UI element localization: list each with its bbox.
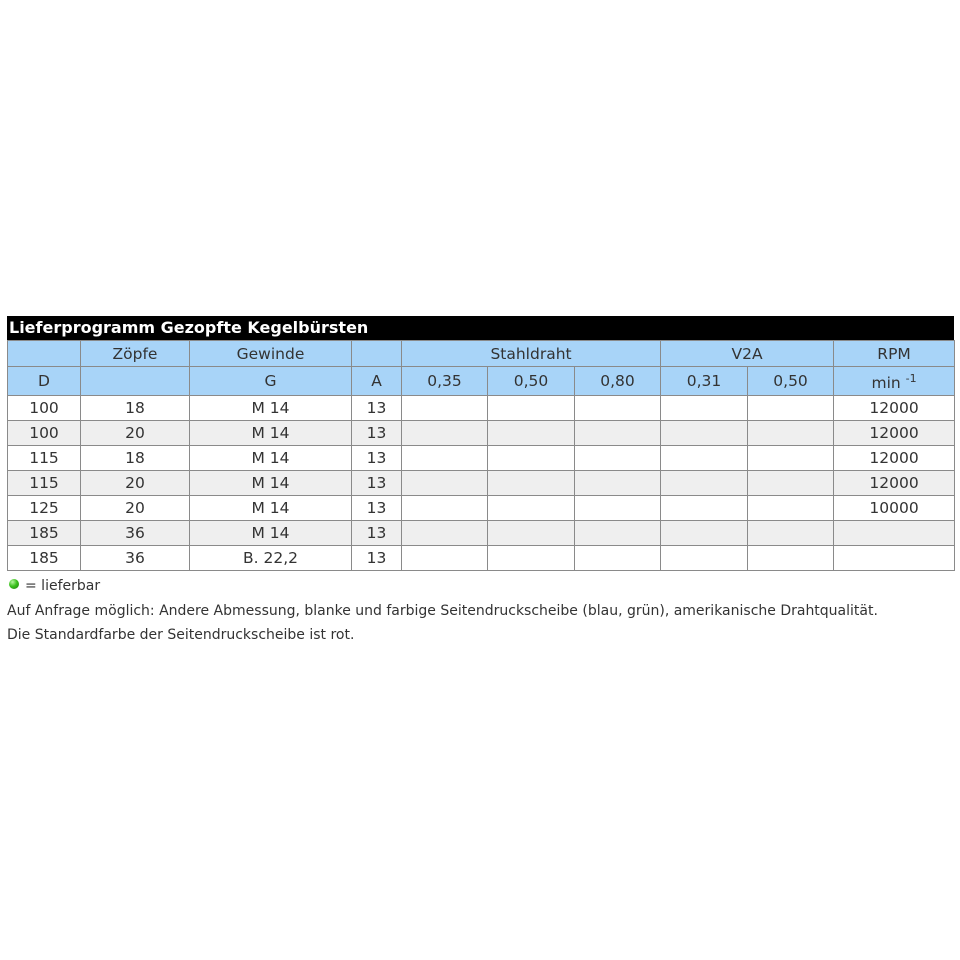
- cell-rpm: [834, 546, 955, 571]
- cell-v2a-050: [748, 471, 834, 496]
- cell-zoepfe: 18: [81, 396, 190, 421]
- note-line-2: Die Standardfarbe der Seitendruckscheibe ist rot.: [7, 627, 355, 643]
- header-row-groups: [8, 341, 955, 367]
- header-row-units: [8, 367, 955, 396]
- header-stahl-050: 0,50: [488, 367, 575, 396]
- cell-v2a-031: [661, 421, 748, 446]
- cell-stahl-080: [575, 421, 661, 446]
- table-row: [8, 446, 955, 471]
- note-line-1: Auf Anfrage möglich: Andere Abmessung, blanke und farbige Seitendruckscheibe (blau, grün), amerikanische Drahtqualität.: [7, 602, 878, 619]
- header-a: A: [352, 367, 402, 396]
- cell-rpm: 12000: [834, 446, 955, 471]
- cell-d: 115: [8, 471, 81, 496]
- cell-a: 13: [352, 446, 402, 471]
- cell-a: 13: [352, 496, 402, 521]
- header-a-blank: [352, 341, 402, 367]
- header-stahl-080: 0,80: [575, 367, 661, 396]
- table-row: [8, 521, 955, 546]
- header-zoepfe-blank: [81, 367, 190, 396]
- cell-d: 185: [8, 521, 81, 546]
- cell-stahl-080: [575, 546, 661, 571]
- cell-stahl-080: [575, 396, 661, 421]
- cell-zoepfe: 18: [81, 446, 190, 471]
- cell-stahl-035: [402, 396, 488, 421]
- cell-stahl-035: [402, 521, 488, 546]
- cell-v2a-050: [748, 521, 834, 546]
- cell-v2a-050: [748, 421, 834, 446]
- cell-stahl-035: [402, 546, 488, 571]
- cell-stahl-050: [488, 521, 575, 546]
- table-row: [8, 396, 955, 421]
- cell-d: 125: [8, 496, 81, 521]
- legend: [7, 574, 954, 599]
- header-v2a-031: 0,31: [661, 367, 748, 396]
- cell-stahl-035: [402, 471, 488, 496]
- cell-v2a-050: [748, 546, 834, 571]
- cell-gewinde: M 14: [190, 471, 352, 496]
- cell-rpm: 12000: [834, 471, 955, 496]
- cell-d: 100: [8, 421, 81, 446]
- cell-a: 13: [352, 521, 402, 546]
- cell-gewinde: M 14: [190, 446, 352, 471]
- cell-stahl-035: [402, 421, 488, 446]
- cell-a: 13: [352, 471, 402, 496]
- header-rpm: RPM: [834, 341, 955, 367]
- cell-d: 185: [8, 546, 81, 571]
- rpm-unit-label: min: [871, 374, 901, 392]
- table-row: [8, 546, 955, 571]
- header-gewinde: Gewinde: [190, 341, 352, 367]
- cell-v2a-050: [748, 496, 834, 521]
- table-body: [8, 396, 955, 571]
- cell-a: 13: [352, 421, 402, 446]
- header-g: G: [190, 367, 352, 396]
- cell-gewinde: B. 22,2: [190, 546, 352, 571]
- cell-stahl-080: [575, 471, 661, 496]
- header-stahl-035: 0,35: [402, 367, 488, 396]
- cell-stahl-050: [488, 396, 575, 421]
- cell-stahl-050: [488, 446, 575, 471]
- cell-stahl-035: [402, 446, 488, 471]
- cell-a: 13: [352, 546, 402, 571]
- notes-section: [7, 574, 954, 648]
- cell-v2a-031: [661, 396, 748, 421]
- legend-text: = lieferbar: [25, 578, 101, 594]
- header-d: D: [8, 367, 81, 396]
- header-zoepfe: Zöpfe: [81, 341, 190, 367]
- table-row: [8, 496, 955, 521]
- cell-zoepfe: 20: [81, 421, 190, 446]
- cell-zoepfe: 20: [81, 471, 190, 496]
- cell-rpm: [834, 521, 955, 546]
- cell-v2a-031: [661, 521, 748, 546]
- header-group-v2a: V2A: [661, 341, 834, 367]
- cell-gewinde: M 14: [190, 421, 352, 446]
- cell-gewinde: M 14: [190, 396, 352, 421]
- cell-stahl-050: [488, 471, 575, 496]
- cell-d: 100: [8, 396, 81, 421]
- green-dot-icon: [9, 579, 19, 589]
- cell-stahl-035: [402, 496, 488, 521]
- rpm-unit-exponent: -1: [905, 372, 917, 385]
- cell-v2a-031: [661, 496, 748, 521]
- cell-v2a-050: [748, 396, 834, 421]
- table-row: [8, 471, 955, 496]
- cell-a: 13: [352, 396, 402, 421]
- cell-v2a-050: [748, 446, 834, 471]
- header-rpm-unit: [834, 367, 955, 396]
- cell-gewinde: M 14: [190, 521, 352, 546]
- table-title: Lieferprogramm Gezopfte Kegelbürsten: [7, 316, 954, 340]
- header-v2a-050: 0,50: [748, 367, 834, 396]
- cell-zoepfe: 36: [81, 546, 190, 571]
- header-group-stahldraht: Stahldraht: [402, 341, 661, 367]
- cell-d: 115: [8, 446, 81, 471]
- cell-stahl-080: [575, 521, 661, 546]
- delivery-program-table: [7, 340, 955, 571]
- cell-stahl-080: [575, 446, 661, 471]
- cell-v2a-031: [661, 546, 748, 571]
- header-d-blank: [8, 341, 81, 367]
- cell-v2a-031: [661, 446, 748, 471]
- cell-rpm: 12000: [834, 421, 955, 446]
- cell-gewinde: M 14: [190, 496, 352, 521]
- product-table-section: [7, 316, 954, 648]
- cell-rpm: 12000: [834, 396, 955, 421]
- cell-zoepfe: 20: [81, 496, 190, 521]
- cell-stahl-050: [488, 546, 575, 571]
- cell-stahl-080: [575, 496, 661, 521]
- cell-rpm: 10000: [834, 496, 955, 521]
- cell-v2a-031: [661, 471, 748, 496]
- cell-zoepfe: 36: [81, 521, 190, 546]
- table-row: [8, 421, 955, 446]
- cell-stahl-050: [488, 421, 575, 446]
- cell-stahl-050: [488, 496, 575, 521]
